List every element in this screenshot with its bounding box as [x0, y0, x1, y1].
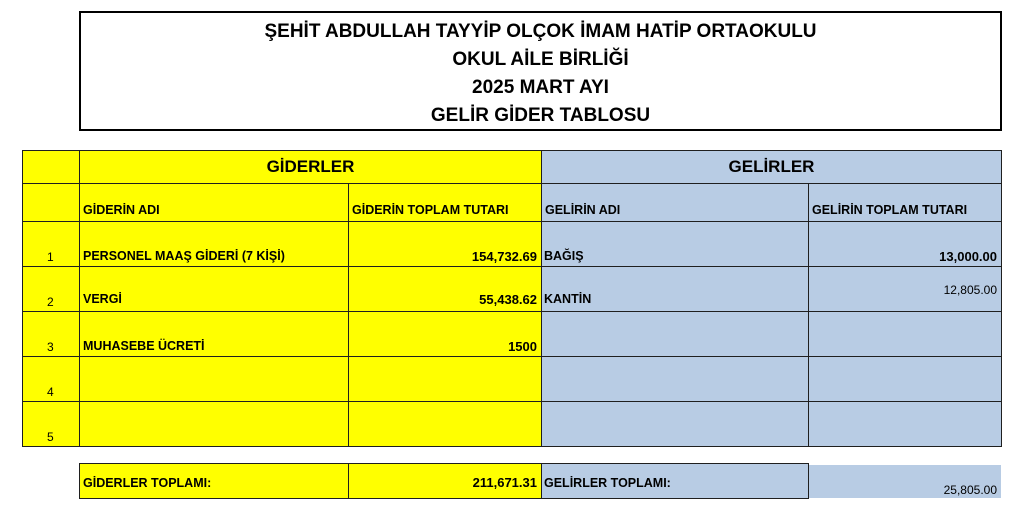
report-title-box [79, 11, 1002, 131]
income-name-cell: KANTİN [541, 266, 809, 312]
school-name: ŞEHİT ABDULLAH TAYYİP OLÇOK İMAM HATİP ORTAOKULU [264, 21, 817, 42]
expenses-total-label: GİDERLER TOPLAMI: [83, 476, 212, 490]
income-total-label-cell [541, 463, 809, 499]
table-row-number: 1 [22, 221, 80, 267]
expenses-total-value-cell [348, 463, 542, 499]
table-row-number: 3 [22, 311, 80, 357]
expense-name-cell: VERGİ [79, 266, 349, 312]
expense-name-header [79, 183, 349, 222]
income-amount-cell: 12,805.00 [808, 266, 1002, 312]
report-period: 2025 MART AYI [472, 77, 609, 98]
expenses-total-value: 211,671.31 [472, 475, 537, 490]
table-row-number: 4 [22, 356, 80, 402]
income-name-header [541, 183, 809, 222]
income-total-value: 25,805.00 [943, 483, 997, 497]
expense-amount-cell: 154,732.69 [348, 221, 542, 267]
expense-total-label: GİDERİN TOPLAM TUTARI [352, 203, 509, 217]
income-name-label: GELİRİN ADI [545, 203, 621, 217]
income-header [541, 150, 1002, 184]
expense-name-cell [79, 356, 349, 402]
expense-amount-cell [348, 401, 542, 447]
income-name-cell: BAĞIŞ [541, 221, 809, 267]
expense-name-cell [79, 401, 349, 447]
row-number-header [22, 183, 80, 222]
income-total-label: GELİRİN TOPLAM TUTARI [812, 203, 968, 217]
expenses-title: GİDERLER [266, 157, 355, 176]
table-row-number: 2 [22, 266, 80, 312]
income-total-label: GELİRLER TOPLAMI: [544, 476, 671, 490]
expense-total-header [348, 183, 542, 222]
expense-name-cell: MUHASEBE ÜCRETİ [79, 311, 349, 357]
income-amount-cell: 13,000.00 [808, 221, 1002, 267]
income-total-value-cell [809, 465, 1001, 498]
income-amount-cell [808, 401, 1002, 447]
income-name-cell [541, 311, 809, 357]
income-name-cell [541, 356, 809, 402]
table-row-number: 5 [22, 401, 80, 447]
income-amount-cell [808, 311, 1002, 357]
association-name: OKUL AİLE BİRLİĞİ [452, 49, 629, 70]
expense-amount-cell: 1500 [348, 311, 542, 357]
expenses-header [79, 150, 542, 184]
expense-amount-cell [348, 356, 542, 402]
income-total-header [808, 183, 1002, 222]
income-name-cell [541, 401, 809, 447]
expense-amount-cell: 55,438.62 [348, 266, 542, 312]
income-amount-cell [808, 356, 1002, 402]
expense-name-cell: PERSONEL MAAŞ GİDERİ (7 KİŞİ) [79, 221, 349, 267]
expenses-total-label-cell [79, 463, 349, 499]
expense-name-label: GİDERİN ADI [83, 203, 160, 217]
income-title: GELİRLER [728, 157, 815, 176]
report-title: GELİR GİDER TABLOSU [430, 105, 651, 126]
blank-corner-cell [22, 150, 80, 184]
